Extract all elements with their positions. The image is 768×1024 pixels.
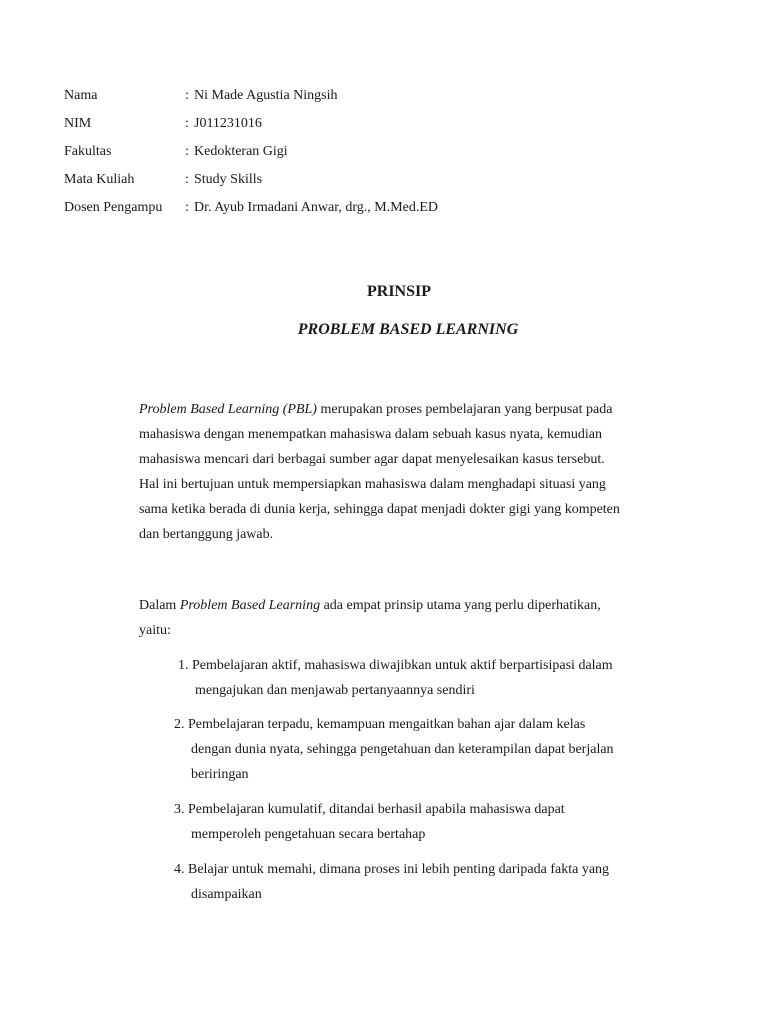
list-text-continued: disampaikan — [191, 887, 262, 902]
paragraph-principles-intro — [139, 593, 679, 643]
list-number: 2. — [174, 717, 185, 732]
list-item — [178, 653, 613, 703]
list-number: 1. — [178, 658, 189, 673]
list-text: Belajar untuk memahi, dimana proses ini lebih penting daripada fakta yang — [188, 862, 610, 877]
info-separator: : — [185, 144, 189, 159]
info-separator: : — [185, 200, 189, 215]
info-label: Dosen Pengampu — [64, 200, 163, 215]
info-separator: : — [185, 116, 189, 131]
paragraph-text: merupakan proses pembelajaran yang berpusat pada — [316, 402, 613, 417]
paragraph-text: ada empat prinsip utama yang perlu diperhatikan, — [320, 598, 601, 613]
list-number: 4. — [174, 862, 185, 877]
list-text-continued: mengajukan dan menjawab pertanyaannya sendiri — [195, 683, 475, 698]
paragraph-pbl-definition — [139, 397, 679, 547]
list-text-continued: dengan dunia nyata, sehingga pengetahuan dan keterampilan dapat berjalan — [191, 742, 614, 757]
info-label: Nama — [64, 88, 98, 103]
info-value: Kedokteran Gigi — [194, 144, 288, 159]
info-value: Study Skills — [194, 172, 263, 187]
list-item — [174, 857, 609, 907]
title-line-1: PRINSIP — [366, 283, 431, 300]
info-label: Mata Kuliah — [64, 172, 135, 187]
info-value: J011231016 — [194, 116, 262, 131]
title-line-2: PROBLEM BASED LEARNING — [297, 321, 519, 338]
list-text: Pembelajaran aktif, mahasiswa diwajibkan untuk aktif berpartisipasi dalam — [192, 658, 613, 673]
info-value: Dr. Ayub Irmadani Anwar, drg., M.Med.ED — [194, 200, 439, 215]
paragraph-line — [139, 397, 679, 422]
paragraph-line — [139, 593, 679, 618]
list-text: Pembelajaran terpadu, kemampuan mengaitkan bahan ajar dalam kelas — [188, 717, 586, 732]
document-title — [0, 283, 768, 301]
list-number: 3. — [174, 802, 185, 817]
info-value: Ni Made Agustia Ningsih — [194, 88, 338, 103]
pbl-term: Problem Based Learning (PBL) — [139, 402, 317, 417]
info-separator: : — [185, 172, 189, 187]
list-item — [174, 797, 565, 847]
paragraph-line: dan bertanggung jawab. — [139, 527, 274, 542]
list-item — [174, 712, 614, 787]
paragraph-text: Dalam — [139, 598, 180, 613]
list-text-continued: beriringan — [191, 767, 249, 782]
paragraph-line: sama ketika berada di dunia kerja, sehingga dapat menjadi dokter gigi yang kompeten — [139, 502, 620, 517]
document-subtitle — [0, 321, 768, 339]
info-separator: : — [185, 88, 189, 103]
pbl-term: Problem Based Learning — [179, 598, 321, 613]
paragraph-line: Hal ini bertujuan untuk mempersiapkan mahasiswa dalam menghadapi situasi yang — [139, 477, 606, 492]
paragraph-line: mahasiswa mencari dari berbagai sumber agar dapat menyelesaikan kasus tersebut. — [139, 452, 605, 467]
info-label: NIM — [64, 116, 92, 131]
list-text-continued: memperoleh pengetahuan secara bertahap — [191, 827, 426, 842]
paragraph-line: mahasiswa dengan menempatkan mahasiswa dalam sebuah kasus nyata, kemudian — [139, 427, 603, 442]
list-text: Pembelajaran kumulatif, ditandai berhasil apabila mahasiswa dapat — [188, 802, 565, 817]
paragraph-line: yaitu: — [139, 623, 171, 638]
info-label: Fakultas — [64, 144, 112, 159]
